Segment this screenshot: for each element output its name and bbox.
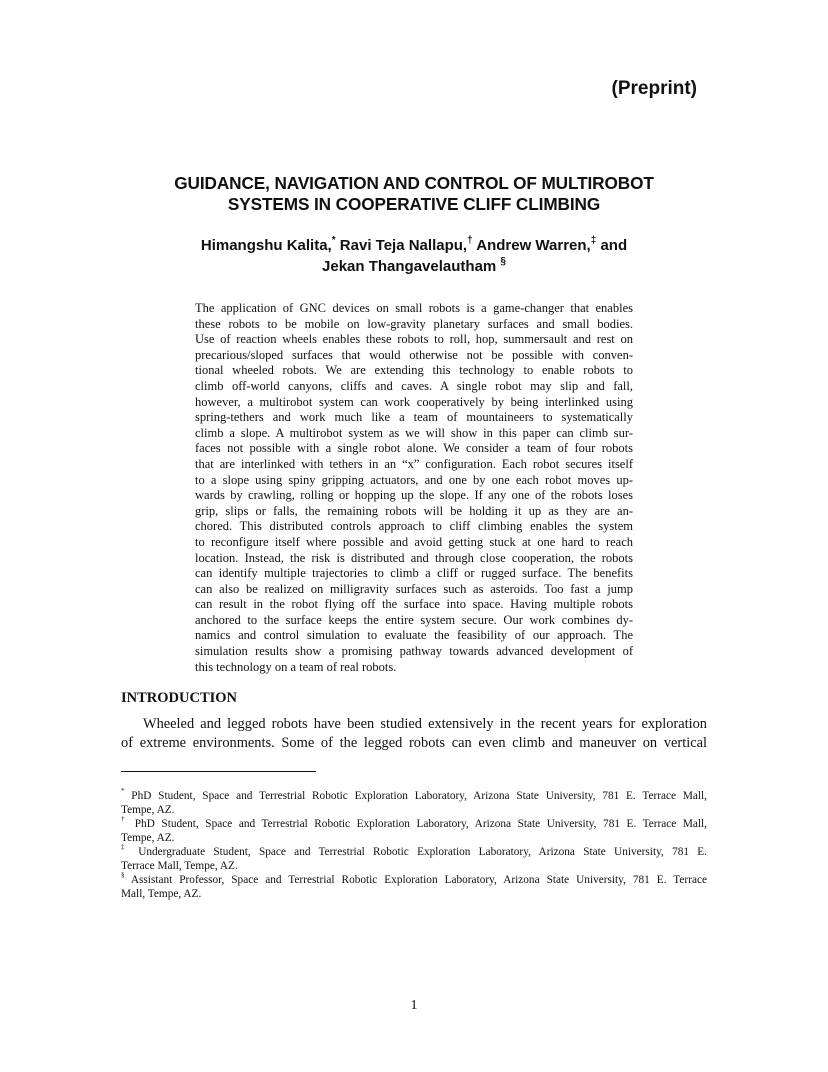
paper-title [120, 173, 708, 215]
author-conjunction: and [596, 237, 628, 254]
footnote-line: Tempe, AZ. [121, 804, 175, 816]
abstract-line: Use of reaction wheels enables these robots to roll, hop, summersault and rest on [195, 332, 633, 347]
footnote [121, 873, 707, 901]
footnote-text: Assistant Professor, Space and Terrestrial Robotic Exploration Laboratory, Arizona State University, 781 E. Terrace [124, 874, 707, 886]
abstract-line: climb a slope. A multirobot system as we will show in this paper can climb sur- [195, 425, 633, 440]
footnotes [121, 789, 707, 901]
abstract-line: can also be realized on milligravity surfaces such as asteroids. Too fast a jump [195, 581, 633, 596]
footnote-text: PhD Student, Space and Terrestrial Robotic Exploration Laboratory, Arizona State University, 781 E. Terrace Mall, [124, 790, 707, 802]
abstract [195, 301, 633, 675]
author-line-1 [120, 235, 708, 256]
author-line-2 [120, 256, 708, 277]
footnote [121, 817, 707, 845]
abstract-line: chored. This distributed controls approach to cliff climbing enables the system [195, 519, 633, 534]
abstract-line: tional wheeled robots. We are extending this technology to enable robots to [195, 363, 633, 378]
footnote-line [121, 845, 707, 859]
abstract-line: can result in the robot flying off the surface into space. Having multiple robots [195, 597, 633, 612]
footnote-marker: § [500, 256, 506, 267]
abstract-line: spring-tethers and work much like a team of mountaineers to systematically [195, 410, 633, 425]
abstract-line: to a slope using spiny gripping actuators, and one by one each robot moves up- [195, 472, 633, 487]
introduction-body [121, 715, 707, 753]
footnote-line: Tempe, AZ. [121, 832, 175, 844]
footnote-marker: ‡ [590, 235, 597, 246]
abstract-line: climb off-world canyons, cliffs and caves. A single robot may slip and fall, [195, 378, 633, 393]
body-text-line: Wheeled and legged robots have been studied extensively in the recent years for exploration [143, 716, 707, 732]
footnote-line: Mall, Tempe, AZ. [121, 888, 202, 900]
abstract-line: that are interlinked with tethers in an “x” configuration. Each robot secures itself [195, 456, 633, 471]
author-name: Himangshu Kalita, [200, 237, 332, 254]
footnote-line [121, 873, 707, 887]
title-line-1: GUIDANCE, NAVIGATION AND CONTROL OF MULTIROBOT [174, 173, 654, 193]
footnote-text: PhD Student, Space and Terrestrial Robotic Exploration Laboratory, Arizona State University, 781 E. Terrace Mall, [128, 818, 708, 830]
body-text-line: of extreme environments. Some of the legged robots can even climb and maneuver on vertical [121, 735, 707, 751]
footnote-marker: * [121, 787, 125, 796]
footnote-marker: § [121, 871, 125, 880]
abstract-line: grip, slips or falls, the remaining robots will be holding it up as they are an- [195, 503, 633, 518]
abstract-line: however, a multirobot system can work cooperatively by being interlinked using [195, 394, 633, 409]
section-heading-introduction: INTRODUCTION [121, 690, 238, 706]
footnote-line [121, 789, 707, 803]
abstract-line: to reconfigure itself where possible and avoid getting stuck at one hard to reach [195, 534, 633, 549]
abstract-line: wards by crawling, rolling or hopping up the slope. If any one of the robots loses [195, 488, 633, 503]
footnote-marker: † [121, 815, 129, 824]
author-name: Andrew Warren, [472, 237, 591, 254]
abstract-line: can identify multiple trajectories to climb a cliff or rugged surface. The benefits [195, 566, 633, 581]
title-line-2: SYSTEMS IN COOPERATIVE CLIFF CLIMBING [227, 194, 601, 214]
abstract-line: anchored to the surface keeps the entire system secure. Our work combines dy- [195, 612, 633, 627]
footnote-marker: ‡ [121, 843, 130, 852]
author-name: Ravi Teja Nallapu, [335, 237, 468, 254]
abstract-line: precarious/sloped surfaces that would otherwise not be possible with conven- [195, 347, 633, 362]
footnote-rule [121, 771, 316, 772]
footnote [121, 789, 707, 817]
abstract-line: namics and control simulation to evaluate the feasibility of our approach. The [195, 628, 633, 643]
page-number: 1 [410, 998, 418, 1013]
abstract-line: The application of GNC devices on small robots is a game-changer that enables [195, 301, 633, 315]
preprint-label: (Preprint) [611, 78, 697, 99]
abstract-line: these robots to be mobile on low-gravity planetary surfaces and small bodies. [195, 316, 633, 331]
footnote-line: Terrace Mall, Tempe, AZ. [121, 860, 238, 872]
abstract-line: this technology on a team of real robots. [195, 659, 397, 674]
footnote-text: Undergraduate Student, Space and Terrestrial Robotic Exploration Laboratory, Arizona State University, 781 E. [129, 846, 707, 858]
footnote-line [121, 817, 707, 831]
abstract-line: location. Instead, the risk is distributed and through close cooperation, the robots [195, 550, 633, 565]
footnote-marker: † [467, 235, 473, 246]
author-name: Jekan Thangavelautham [322, 258, 501, 275]
abstract-line: simulation results show a promising pathway towards advanced development of [195, 644, 633, 659]
footnote-marker: * [331, 235, 336, 246]
footnote [121, 845, 707, 873]
author-list [120, 235, 708, 277]
abstract-line: faces not possible with a single robot alone. We consider a team of four robots [195, 441, 633, 456]
